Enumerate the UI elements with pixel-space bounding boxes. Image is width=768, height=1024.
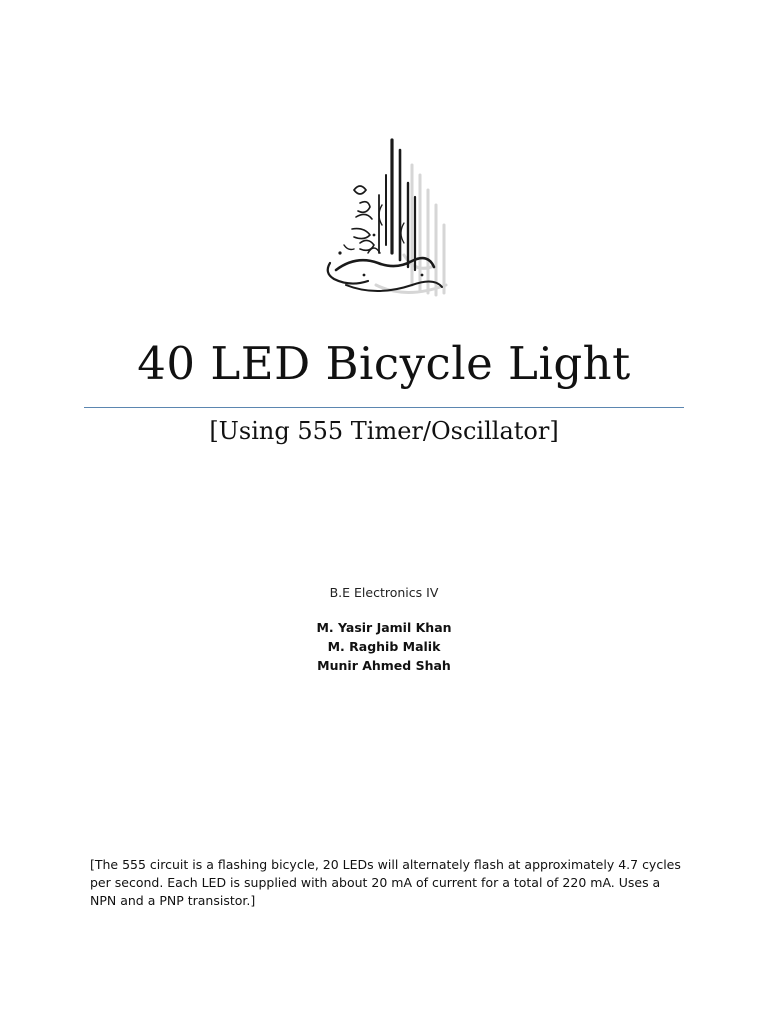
document-subtitle: [Using 555 Timer/Oscillator] (209, 417, 559, 445)
author-list (0, 618, 768, 675)
document-title: 40 LED Bicycle Light (137, 337, 631, 390)
author-name: M. Yasir Jamil Khan (316, 620, 452, 635)
author-name: Munir Ahmed Shah (317, 658, 451, 673)
title-divider (84, 407, 684, 408)
arabic-calligraphy-bismillah-icon (316, 135, 456, 300)
course-label: B.E Electronics IV (329, 585, 439, 600)
abstract-paragraph: [The 555 circuit is a flashing bicycle, 20 LEDs will alternately flash at approximately 4.7 cycles per second. Each LED is supplied with about 20 mA of current for a total of 220 mA. Uses a NPN and a PNP transistor.] (90, 857, 681, 908)
author-name: M. Raghib Malik (327, 639, 441, 654)
